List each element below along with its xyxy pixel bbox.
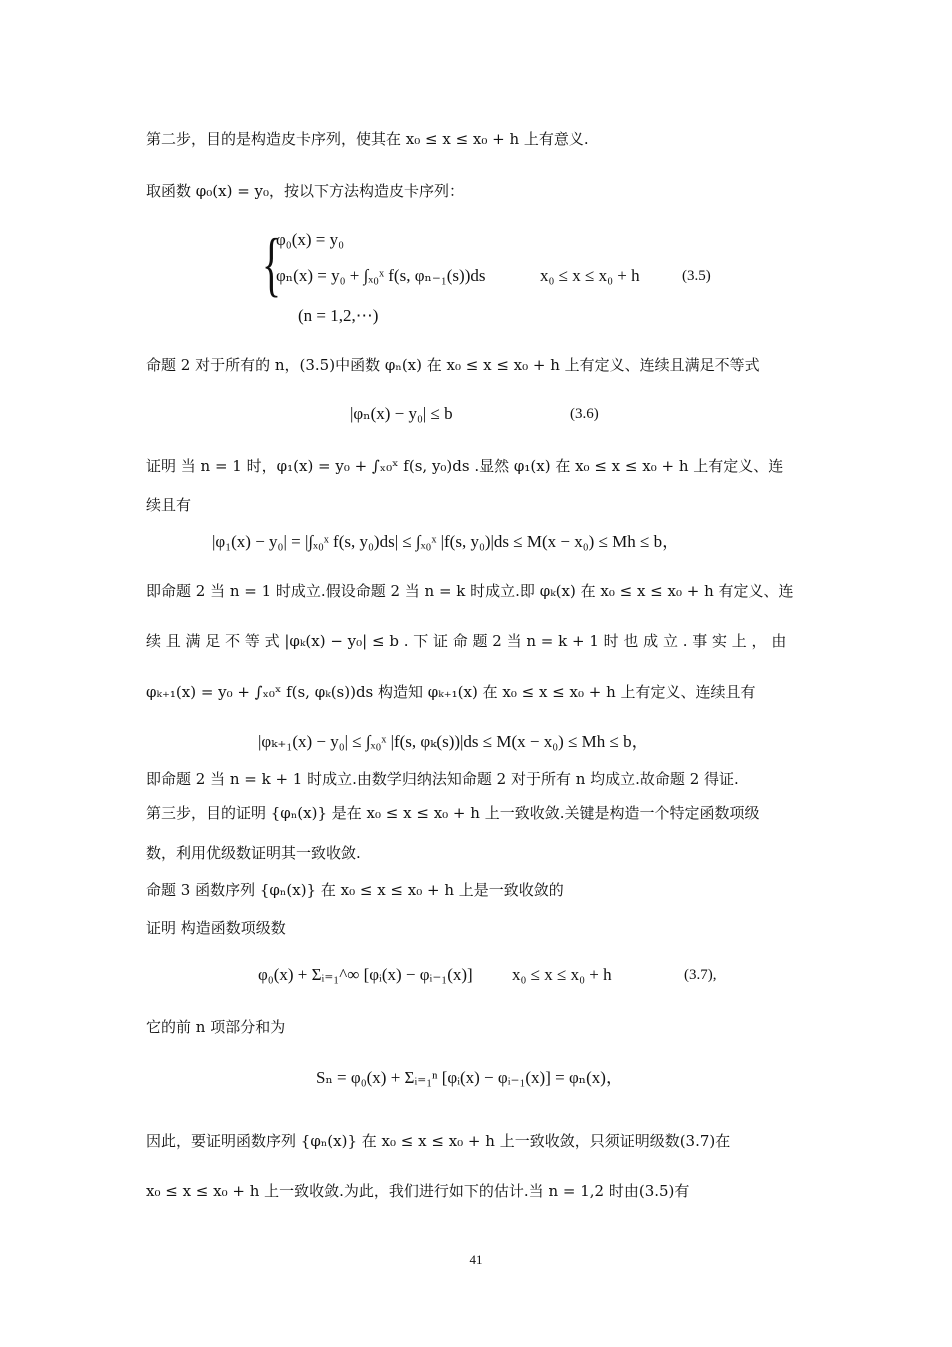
picard-intro: 取函数 φ₀(x) = y₀，按以下方法构造皮卡序列： bbox=[146, 182, 465, 200]
equation-partial-sum: Sₙ = φ₀(x) + Σᵢ₌₁ⁿ [φᵢ(x) − φᵢ₋₁(x)] = φₙ(x)， bbox=[316, 1068, 623, 1087]
proof-2-line-2: 续且有 bbox=[146, 496, 192, 514]
induction-line-1: 即命题 2 当 n = 1 时成立.假设命题 2 当 n = k 时成立.即 φₖ(x) 在 x₀ ≤ x ≤ x₀ + h 有定义、连 bbox=[146, 582, 794, 600]
conclusion-line-1: 因此，要证明函数序列 {φₙ(x)} 在 x₀ ≤ x ≤ x₀ + h 上一致收敛，只须证明级数(3.7)在 bbox=[146, 1132, 731, 1150]
proposition-3: 命题 3 函数序列 {φₙ(x)} 在 x₀ ≤ x ≤ x₀ + h 上是一致收敛的 bbox=[146, 881, 564, 899]
step3-line-1: 第三步，目的证明 {φₙ(x)} 是在 x₀ ≤ x ≤ x₀ + h 上一致收敛.关键是构造一个特定函数项级 bbox=[146, 804, 760, 822]
proposition-2: 命题 2 对于所有的 n，(3.5)中函数 φₙ(x) 在 x₀ ≤ x ≤ x₀ + h 上有定义、连续且满足不等式 bbox=[146, 356, 760, 374]
equation-3-7: φ₀(x) + Σᵢ₌₁^∞ [φᵢ(x) − φᵢ₋₁(x)] bbox=[258, 965, 473, 984]
partial-sum-intro: 它的前 n 项部分和为 bbox=[146, 1018, 286, 1036]
equation-tag-3-5: (3.5) bbox=[682, 268, 711, 284]
equation-3-7-range: x₀ ≤ x ≤ x₀ + h bbox=[512, 965, 612, 984]
system-line-3: (n = 1,2,⋯) bbox=[298, 306, 379, 325]
induction-line-3: φₖ₊₁(x) = y₀ + ∫ₓ₀ˣ f(s, φₖ(s))ds 构造知 φₖ₊₁(x) 在 x₀ ≤ x ≤ x₀ + h 上有定义、连续且有 bbox=[146, 683, 756, 701]
page-number: 41 bbox=[469, 1252, 483, 1267]
system-range: x₀ ≤ x ≤ x₀ + h bbox=[540, 266, 640, 285]
system-line-2: φₙ(x) = y₀ + ∫ₓ₀ˣ f(s, φₙ₋₁(s))ds bbox=[276, 266, 486, 285]
conclusion-line-2: x₀ ≤ x ≤ x₀ + h 上一致收敛.为此，我们进行如下的估计.当 n = 1,2 时由(3.5)有 bbox=[146, 1182, 690, 1200]
equation-tag-3-6: (3.6) bbox=[570, 406, 599, 422]
system-brace: { bbox=[262, 224, 282, 304]
induction-line-2: 续 且 满 足 不 等 式 |φₖ(x) − y₀| ≤ b . 下 证 命 题 2 当 n = k + 1 时 也 成 立 . 事 实 上 ， 由 bbox=[146, 632, 787, 650]
step2-text: 第二步，目的是构造皮卡序列，使其在 x₀ ≤ x ≤ x₀ + h 上有意义. bbox=[146, 130, 589, 148]
induction-line-4: 即命题 2 当 n = k + 1 时成立.由数学归纳法知命题 2 对于所有 n 均成立.故命题 2 得证. bbox=[146, 770, 739, 788]
step3-line-2: 数，利用优级数证明其一致收敛. bbox=[146, 844, 361, 862]
proof-3-intro: 证明 构造函数项级数 bbox=[146, 919, 286, 937]
equation-phi1-estimate: |φ₁(x) − y₀| = |∫ₓ₀ˣ f(s, y₀)ds| ≤ ∫ₓ₀ˣ |f(s, y₀)|ds ≤ M(x − x₀) ≤ Mh ≤ b， bbox=[212, 532, 680, 551]
equation-phik-estimate: |φₖ₊₁(x) − y₀| ≤ ∫ₓ₀ˣ |f(s, φₖ(s))|ds ≤ M(x − x₀) ≤ Mh ≤ b， bbox=[258, 732, 649, 751]
proof-2-line-1: 证明 当 n = 1 时，φ₁(x) = y₀ + ∫ₓ₀ˣ f(s, y₀)ds .显然 φ₁(x) 在 x₀ ≤ x ≤ x₀ + h 上有定义、连 bbox=[146, 457, 784, 475]
equation-tag-3-7: (3.7), bbox=[684, 967, 717, 983]
system-line-1: φ₀(x) = y₀ bbox=[276, 230, 345, 249]
equation-3-6: |φₙ(x) − y₀| ≤ b bbox=[350, 404, 453, 423]
